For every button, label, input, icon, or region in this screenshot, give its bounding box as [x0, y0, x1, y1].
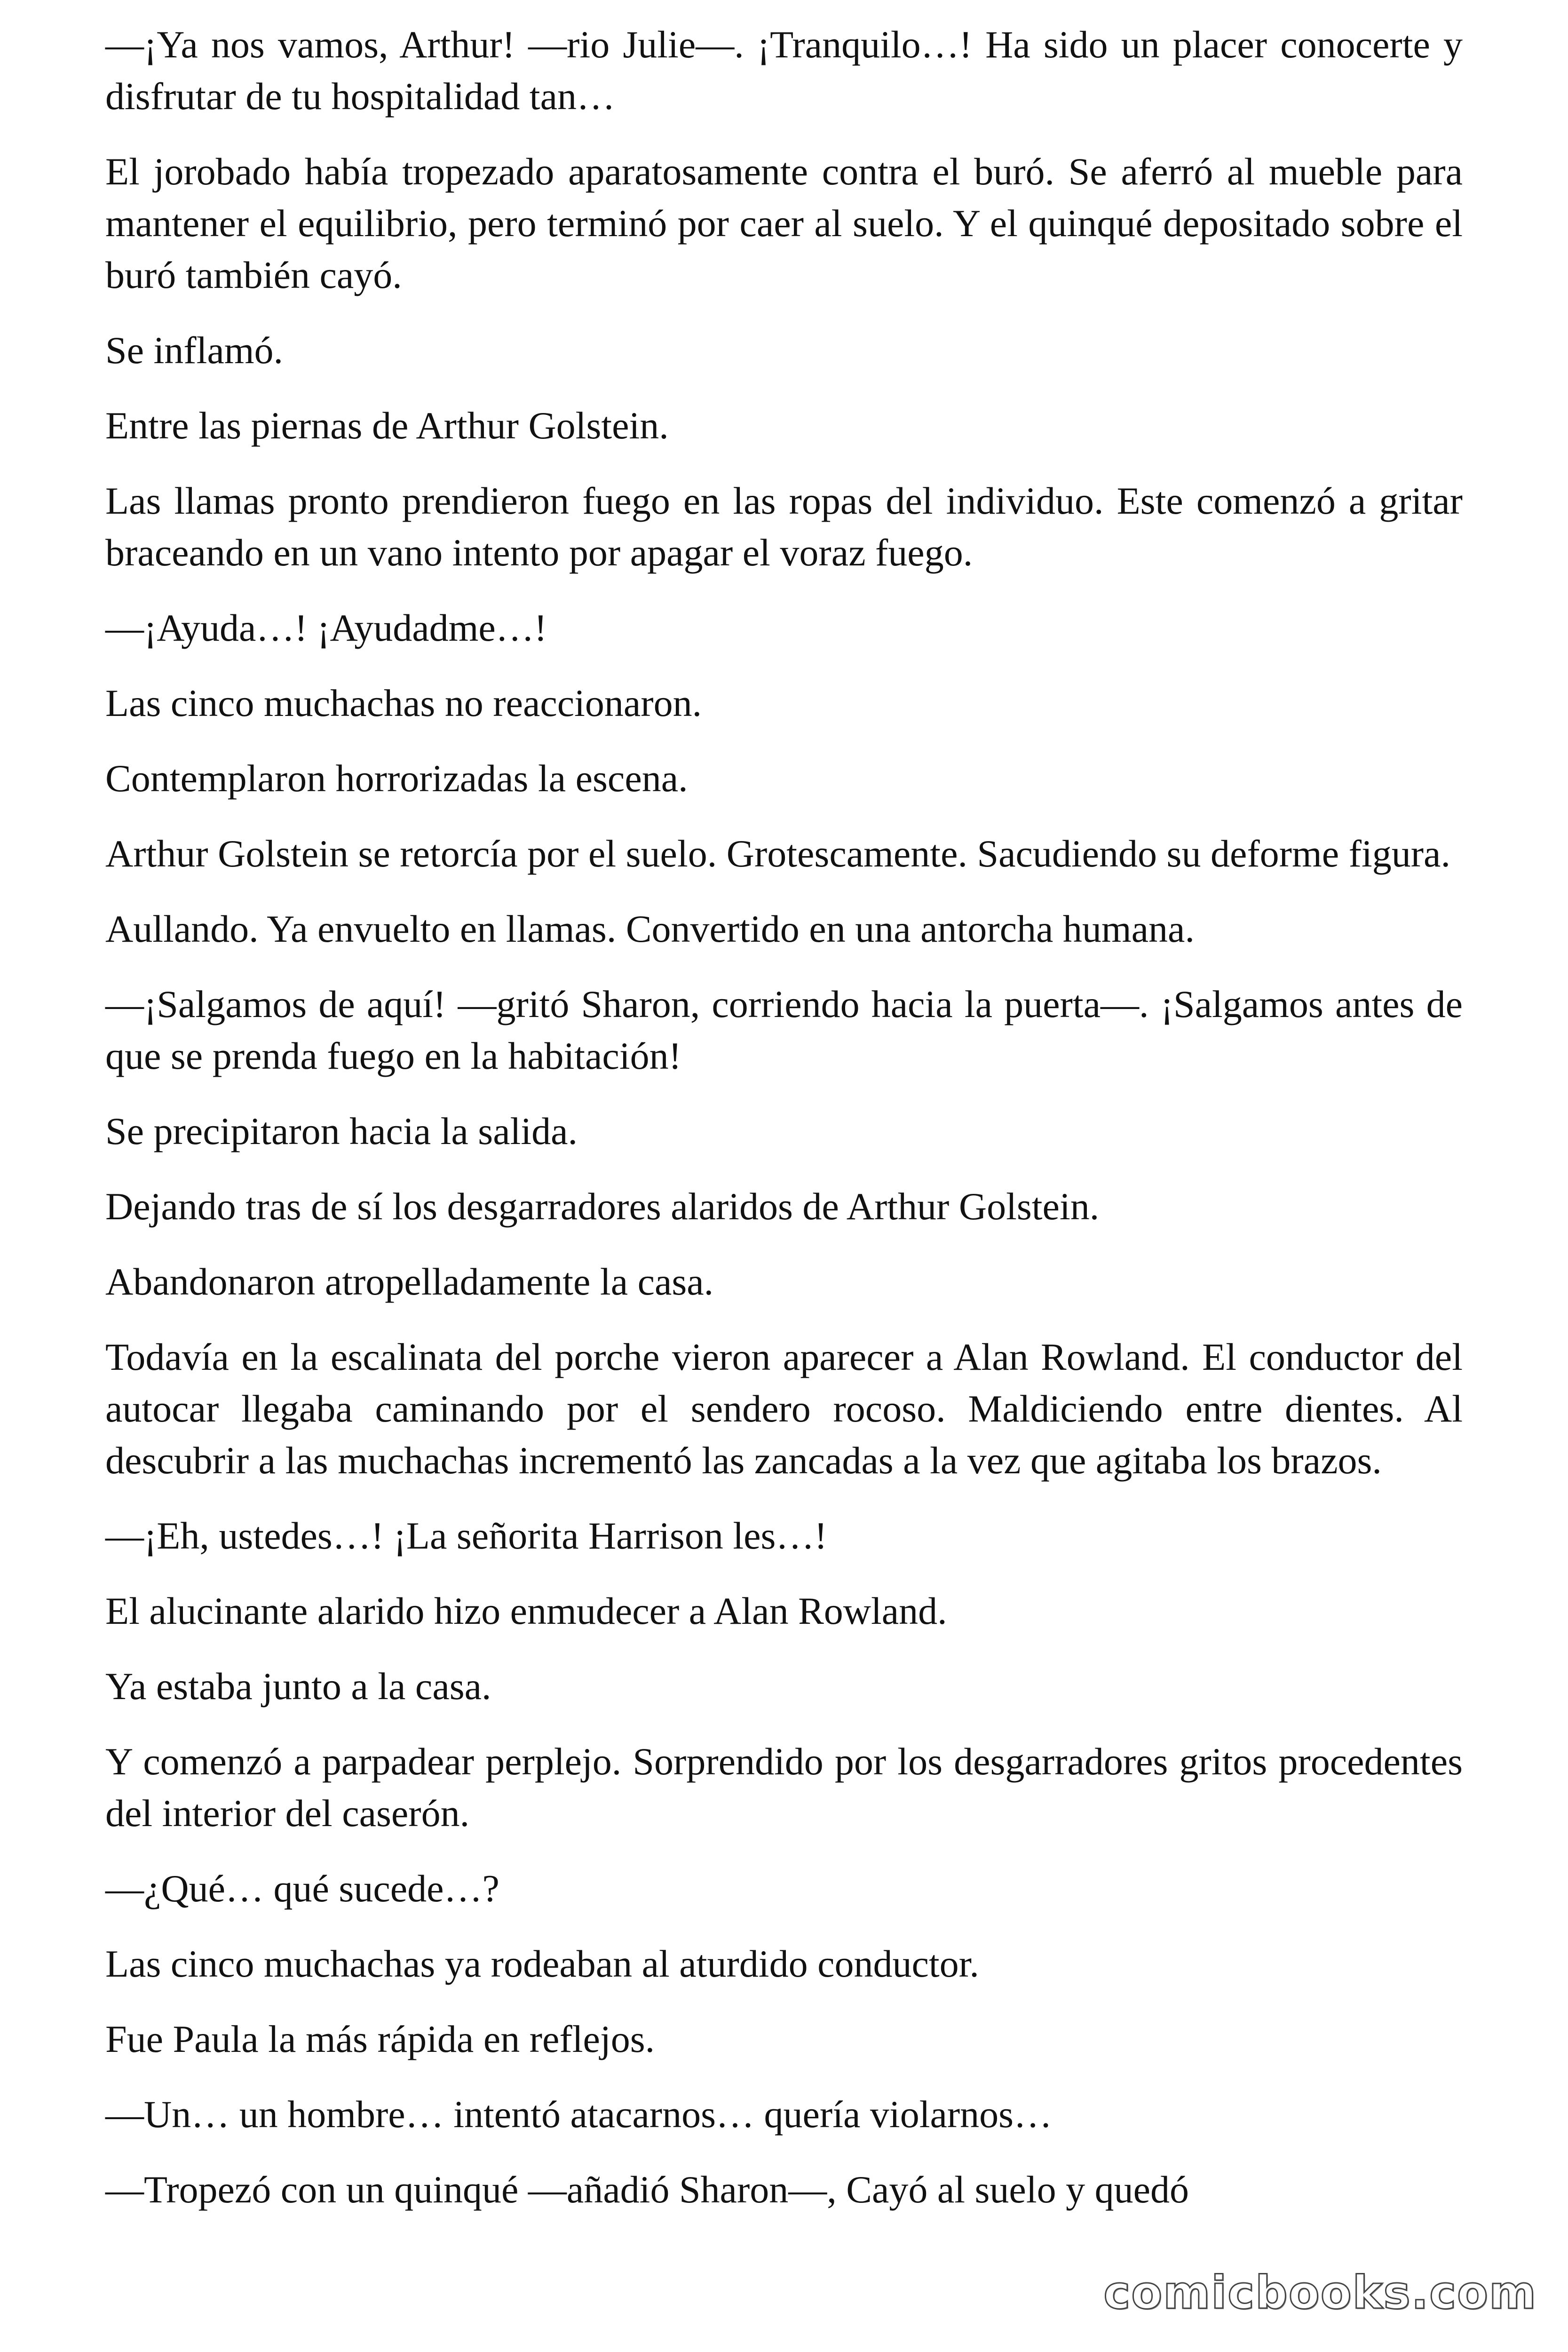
paragraph: Las cinco muchachas no reaccionaron. — [105, 682, 702, 724]
paragraph: Dejando tras de sí los desgarradores alaridos de Arthur Golstein. — [105, 1185, 1100, 1228]
paragraph: —¡Eh, ustedes…! ¡La señorita Harrison les…! — [105, 1514, 827, 1557]
paragraph: Se inflamó. — [105, 329, 284, 372]
paragraph: Y comenzó a parpadear perplejo. Sorprendido por los desgarradores gritos procedentes del interior del caserón. — [105, 1740, 1463, 1835]
paragraph: Ya estaba junto a la casa. — [105, 1665, 491, 1708]
paragraph: —¡Salgamos de aquí! —gritó Sharon, corriendo hacia la puerta—. ¡Salgamos antes de que se prenda fuego en la habitación! — [105, 983, 1463, 1077]
paragraph: Las llamas pronto prendieron fuego en las ropas del individuo. Este comenzó a gritar braceando en un vano intento por apagar el voraz fuego. — [105, 479, 1463, 574]
paragraph: El alucinante alarido hizo enmudecer a Alan Rowland. — [105, 1589, 947, 1632]
paragraph: —¡Ya nos vamos, Arthur! —rio Julie—. ¡Tranquilo…! Ha sido un placer conocerte y disfrutar de tu hospitalidad tan… — [105, 23, 1463, 118]
paragraph: —¡Ayuda…! ¡Ayudadme…! — [105, 606, 547, 649]
paragraph: Las cinco muchachas ya rodeaban al aturdido conductor. — [105, 1942, 979, 1985]
paragraph: Contemplaron horrorizadas la escena. — [105, 757, 688, 800]
paragraph: Se precipitaron hacia la salida. — [105, 1110, 578, 1152]
paragraph: Fue Paula la más rápida en reflejos. — [105, 2018, 655, 2060]
paragraph: El jorobado había tropezado aparatosamente contra el buró. Se aferró al mueble para mantener el equilibrio, pero terminó por caer al suelo. Y el quinqué depositado sobre el buró también cayó. — [105, 150, 1463, 296]
paragraph: —¿Qué… qué sucede…? — [105, 1867, 499, 1910]
page-text — [105, 19, 1463, 2216]
paragraph: Abandonaron atropelladamente la casa. — [105, 1260, 714, 1303]
paragraph: —Un… un hombre… intentó atacarnos… quería violarnos… — [105, 2093, 1053, 2136]
watermark: comicbooks.com — [1099, 2266, 1542, 2319]
paragraph: —Tropezó con un quinqué —añadió Sharon—, Cayó al suelo y quedó — [105, 2168, 1189, 2211]
paragraph: Arthur Golstein se retorcía por el suelo. Grotescamente. Sacudiendo su deforme figura. — [105, 832, 1450, 875]
paragraph: Aullando. Ya envuelto en llamas. Convertido en una antorcha humana. — [105, 907, 1195, 950]
paragraph: Todavía en la escalinata del porche vieron aparecer a Alan Rowland. El conductor del autocar llegaba caminando por el sendero rocoso. Maldiciendo entre dientes. Al descubrir a las muchachas incrementó las zancadas a la vez que agitaba los brazos. — [105, 1335, 1463, 1482]
paragraph: Entre las piernas de Arthur Golstein. — [105, 404, 669, 447]
